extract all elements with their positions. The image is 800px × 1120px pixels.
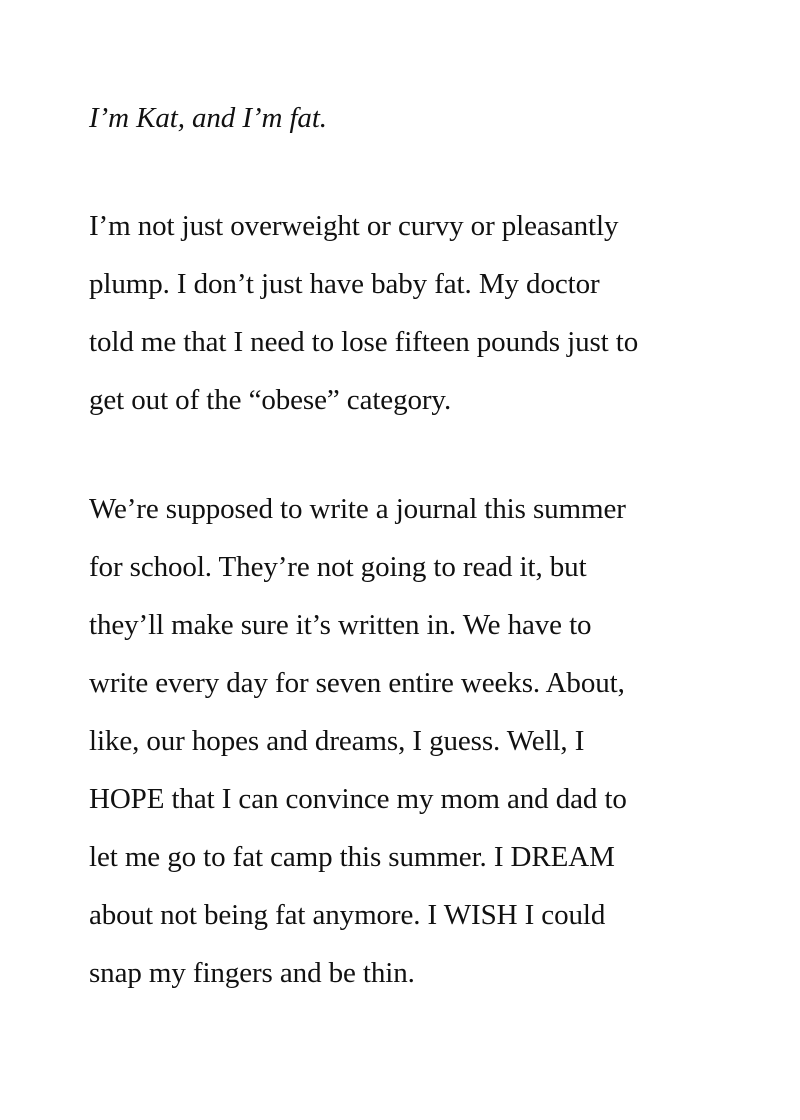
paragraph-2-line-8: about not being fat anymore. I WISH I could xyxy=(89,899,606,931)
opening-line: I’m Kat, and I’m fat. xyxy=(89,102,327,134)
paragraph-2-line-1: We’re supposed to write a journal this summer xyxy=(89,493,626,525)
paragraph-2-line-9: snap my fingers and be thin. xyxy=(89,957,415,989)
paragraph-1-line-2: plump. I don’t just have baby fat. My doctor xyxy=(89,268,600,300)
paragraph-2-line-7: let me go to fat camp this summer. I DREAM xyxy=(89,841,615,873)
paragraph-1-line-1: I’m not just overweight or curvy or pleasantly xyxy=(89,210,619,242)
paragraph-2-line-2: for school. They’re not going to read it, but xyxy=(89,551,587,583)
paragraph-2-line-6: HOPE that I can convince my mom and dad to xyxy=(89,783,627,815)
paragraph-1-line-4: get out of the “obese” category. xyxy=(89,384,452,416)
paragraph-2-line-5: like, our hopes and dreams, I guess. Well, I xyxy=(89,725,585,757)
paragraph-1 xyxy=(89,197,739,429)
paragraph-2-line-4: write every day for seven entire weeks. About, xyxy=(89,667,625,699)
opening-line-block xyxy=(89,89,739,147)
paragraph-2-line-3: they’ll make sure it’s written in. We have to xyxy=(89,609,592,641)
paragraph-2 xyxy=(89,480,739,1002)
paragraph-1-line-3: told me that I need to lose fifteen pounds just to xyxy=(89,326,639,358)
